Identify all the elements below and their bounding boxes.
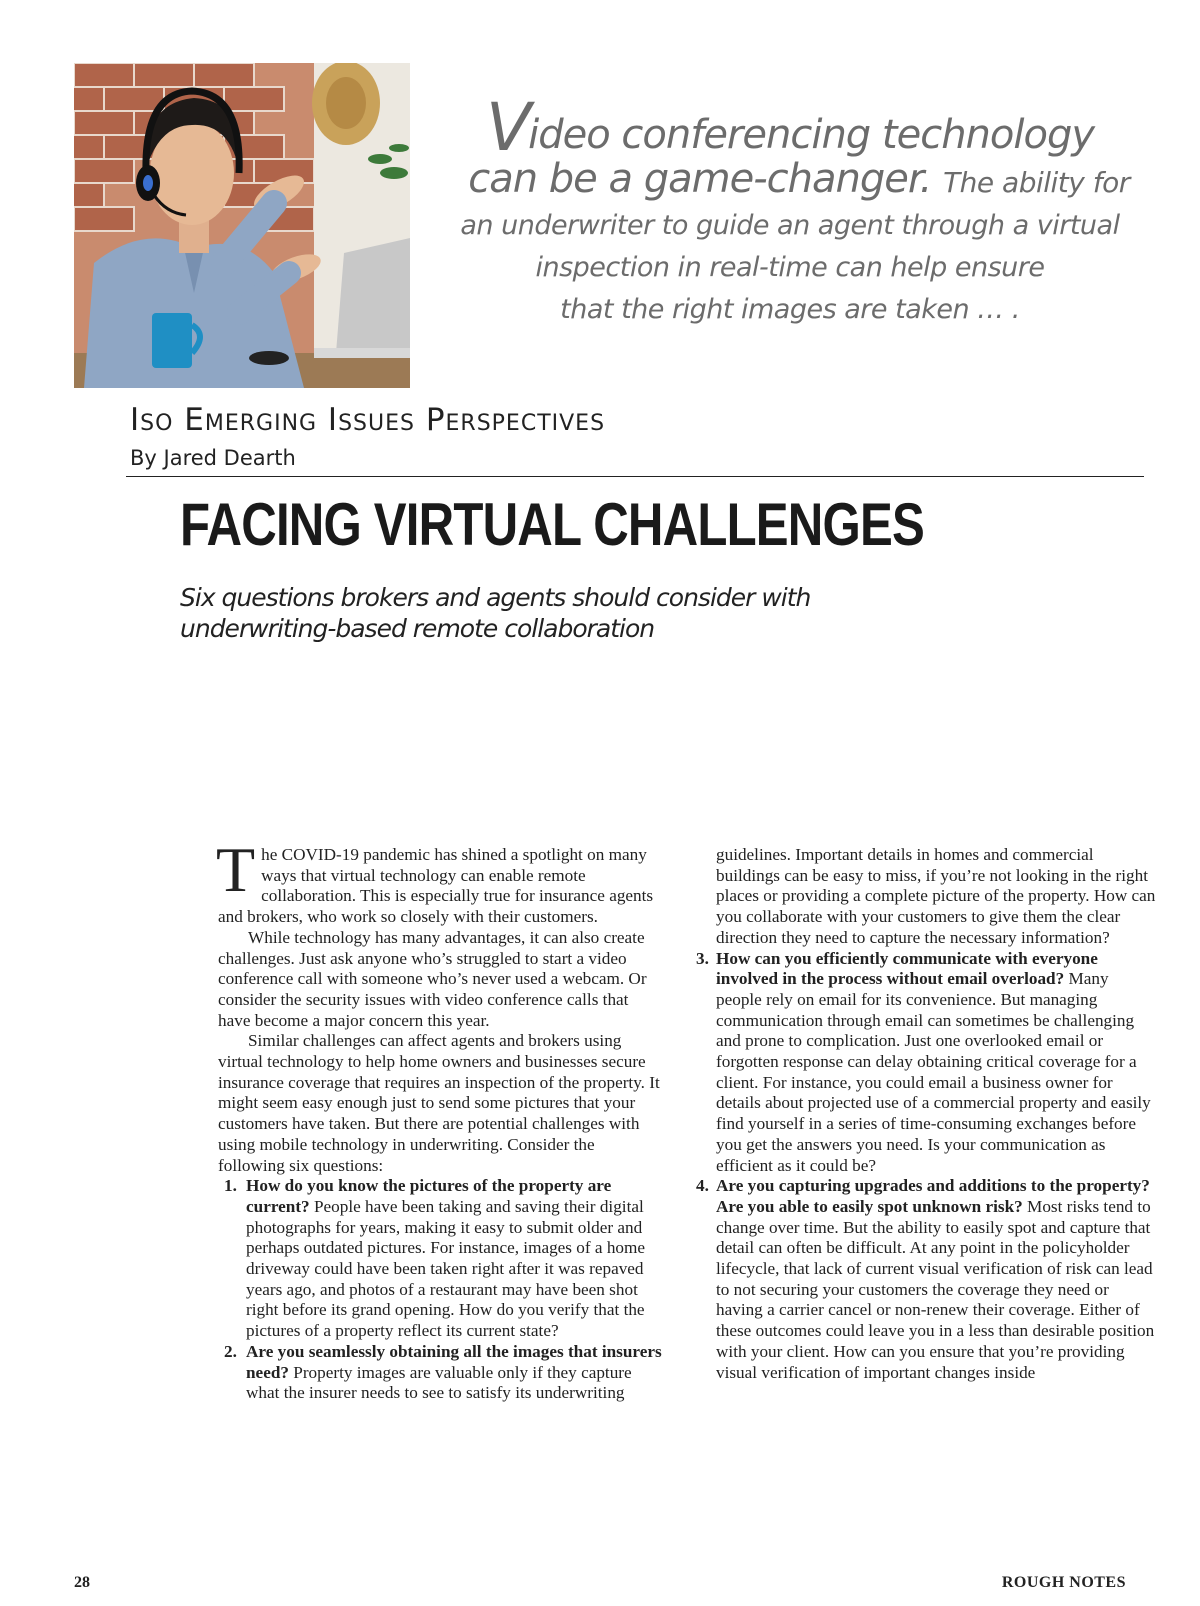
pull-quote-line: [458, 157, 1140, 205]
byline: By Jared Dearth: [130, 446, 296, 470]
deck-line: underwriting-based remote collaboration: [180, 614, 655, 643]
pull-quote-text: can be a game-changer.: [468, 156, 932, 202]
question-title: Are you capturing upgrades and additions to the property? Are you able to easily spot unknown risk?: [716, 1176, 1150, 1216]
article-headline: FACING VIRTUAL CHALLENGES: [180, 491, 924, 558]
question-text: Many people rely on email for its convenience. But managing communication through email can sometimes be challenging and prone to complication. Just one overlooked email or forgotten response can delay obtaining critical coverage for a client. For instance, you could email a business owner for details about projected use of a commercial property and easily find yourself in a series of time-consuming exchanges before you get the answers you need. Is your communication as efficient as it could be?: [716, 969, 1151, 1175]
question-number: 3.: [696, 948, 709, 968]
pull-quote-line: an underwriter to guide an agent through a virtual: [460, 210, 1120, 241]
paragraph-text: he COVID-19 pandemic has shined a spotlight on many ways that virtual technology can enable remote collaboration. This is especially true for insurance agents and brokers, who work so closely with their customers.: [218, 845, 654, 927]
question-text: Property images are valuable only if they capture what the insurer needs to see to satisfy its underwriting: [246, 1362, 632, 1403]
question-text: People have been taking and saving their digital photographs for years, making it easy to submit older and perhaps outdated pictures. For instance, images of a home driveway could have been taken right after it was repaved years ago, and photos of a restaurant may have been shot right before its grand opening. How do you verify that the pictures of a property reflect its current state?: [246, 1196, 646, 1341]
pull-quote-text: The ability for: [943, 166, 1130, 199]
divider-rule: [126, 476, 1144, 477]
question-item: [218, 1342, 664, 1404]
pull-quote-line: [440, 89, 1140, 166]
article-deck: [180, 582, 880, 644]
body-paragraph: While technology has many advantages, it can also create challenges. Just ask anyone who’s struggled to start a video conference call with someone who’s never used a webcam. Or consider the security issues with video conference calls that have become a major concern this year.: [218, 927, 647, 1030]
body-paragraph: guidelines. Important details in homes and commercial buildings can be easy to miss, if you’re not looking in the right places or providing a complete picture of the property. How can you collaborate with your customers to give them the clear direction they need to capture the necessary information?: [716, 845, 1156, 947]
body-column-right: [696, 845, 1158, 1383]
body-paragraph: [216, 834, 664, 928]
question-text: Most risks tend to change over time. But the ability to easily spot and capture that detail can often be difficult. At any point in the policyholder lifecycle, that lack of current visual verification of risk can lead to not securing your customers the coverage they need or having a carrier cancel or non-renew their coverage. Either of these outcomes could leave you in a less than desirable position with your client. How can you ensure that you’re providing visual verification of important changes inside: [716, 1196, 1155, 1382]
pull-quote-text: ideo conferencing technology: [528, 112, 1095, 158]
magazine-name: ROUGH NOTES: [1001, 1574, 1126, 1591]
pull-quote: [440, 89, 1140, 331]
question-title: How do you know the pictures of the property are current?: [246, 1176, 612, 1216]
deck-line: Six questions brokers and agents should consider with: [180, 583, 811, 612]
drop-cap: T: [216, 834, 256, 905]
page-number: 28: [74, 1574, 90, 1591]
question-item: [696, 948, 1158, 1177]
question-number: 1.: [224, 1176, 237, 1196]
question-title: Are you seamlessly obtaining all the images that insurers need?: [246, 1341, 662, 1382]
body-paragraph: Similar challenges can affect agents and brokers using virtual technology to help home owners and businesses secure insurance coverage that requires an inspection of the property. It might seem easy enough just to send some pictures that your customers have taken. But there are potential challenges with using mobile technology in underwriting. Consider the following six questions:: [218, 1031, 660, 1175]
question-number: 4.: [696, 1176, 709, 1196]
question-number: 2.: [224, 1341, 237, 1361]
pull-quote-line: that the right images are taken … .: [560, 294, 1020, 325]
body-column-left: [216, 834, 664, 1404]
section-title: Iso Emerging Issues Perspectives: [130, 402, 606, 438]
pull-quote-drop-letter: V: [485, 89, 529, 166]
pull-quote-line: inspection in real-time can help ensure: [535, 252, 1045, 283]
question-title: How can you efficiently communicate with everyone involved in the process without email overload?: [716, 948, 1098, 989]
question-item: [696, 1176, 1158, 1383]
article-photo: [74, 63, 410, 388]
question-item: [218, 1176, 664, 1342]
